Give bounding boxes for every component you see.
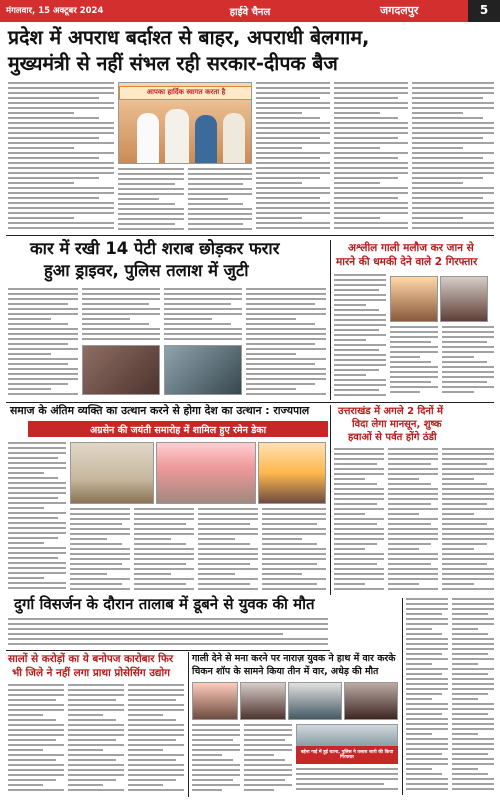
story1-photo (118, 82, 252, 164)
story7-body-col2 (68, 684, 124, 794)
story4-headline: समाज के अंतिम व्यक्ति का उत्थान करने से होगा देश का उत्थान : राज्यपाल (10, 404, 310, 417)
story1-body-col3 (188, 168, 252, 232)
column-divider (188, 652, 189, 797)
story4-body-col1 (8, 442, 66, 594)
divider (6, 650, 330, 651)
story2-body-col3 (164, 288, 242, 342)
story5-headline-line3: हवाओं से पर्वत होंगे ठंडी (348, 432, 437, 443)
story4-subhead: अग्रसेन की जयंती समारोह में शामिल हुए रमेन डेका (89, 424, 267, 436)
story8-headline-line1: गाली देने से मना करने पर नाराज़ युवक ने हाथ में वार करके (192, 653, 396, 664)
right-column-body-2 (452, 598, 494, 794)
story2-headline-line1: कार में रखी 14 पेटी शराब छोड़कर फरार (30, 239, 280, 258)
divider (6, 235, 494, 236)
story8-body-col2 (244, 724, 292, 794)
story3-body-col2 (390, 326, 438, 398)
story4-body-col4 (198, 508, 258, 594)
story1-body-col1 (8, 82, 114, 232)
masthead-city: जगदलपुर (380, 4, 419, 17)
column-divider (402, 598, 403, 795)
story8-headline-line2: चिकन शॉप के सामने किया तीन में वार, अधेड़ की मौत (192, 666, 379, 677)
story4-photo-governor (258, 442, 326, 504)
story5-headline-line2: विदा लेगा मानसून, शुष्क (352, 419, 442, 430)
story5-body-col1 (334, 448, 384, 594)
story2-photo-2 (164, 345, 242, 395)
story3-headline-line2: मारने की धमकी देने वाले 2 गिरफ्तार (336, 256, 478, 268)
column-divider (330, 240, 331, 400)
page-number: 5 (479, 3, 489, 17)
story1-headline-line1: प्रदेश में अपराध बर्दाश्त से बाहर, अपराधी बेलगाम, (8, 26, 370, 49)
story1-headline-line2: मुख्यमंत्री से नहीं संभल रही सरकार-दीपक बैज (8, 52, 338, 75)
story5-body-col3 (442, 448, 494, 594)
photo-figure (195, 115, 217, 164)
story7-body-col1 (8, 684, 64, 794)
story6-body (8, 618, 328, 648)
story8-caption-bar (296, 746, 398, 764)
story3-photo-accused-1 (390, 276, 438, 322)
masthead-paper-name: हाईवे चैनल (229, 7, 271, 18)
story2-headline-line2: हुआ ड्राइवर, पुलिस तलाश में जुटी (44, 261, 249, 280)
story3-photo-accused-2 (440, 276, 488, 322)
story2-photo-1 (82, 345, 160, 395)
story8-photo-4 (344, 682, 398, 720)
story4-body-col5 (262, 508, 326, 594)
story7-headline-line1: सालों से करोड़ों का ये बनोपज कारोबार फिर (8, 653, 174, 665)
divider (6, 402, 494, 403)
story7-body-col3 (128, 684, 184, 794)
story2-body-col2 (82, 288, 160, 342)
story3-headline-line1: अश्लील गाली मलौज कर जान से (348, 242, 474, 254)
story2-body-col4 (246, 288, 326, 398)
story3-body-col1 (334, 274, 386, 398)
story8-photo-1 (192, 682, 238, 720)
story4-photo-event (70, 442, 154, 504)
story8-photo-caption: बहेना गाई में हुई घटना, पुलिस ने तलाश जारी की किया गिरफ्तार (300, 749, 394, 760)
welcome-banner-text: आपका हार्दिक स्वागत करता है (146, 88, 226, 96)
story5-headline-line1: उत्तराखंड में अगले 2 दिनों में (338, 406, 444, 417)
story4-body-col3 (134, 508, 194, 594)
story2-body-col1 (8, 288, 78, 398)
story1-body-col4 (256, 82, 330, 232)
story8-body-col1 (192, 724, 240, 794)
photo-figure (165, 109, 189, 164)
story3-body-col3 (442, 326, 494, 398)
story1-body-col5 (334, 82, 408, 232)
story1-body-col6 (412, 82, 494, 232)
photo-figure (223, 113, 245, 164)
story8-photo-2 (240, 682, 286, 720)
masthead-date: मंगलवार, 15 अक्टूबर 2024 (6, 6, 104, 16)
right-column-body-1 (406, 598, 448, 794)
photo-figure (137, 113, 159, 164)
story5-body-col2 (388, 448, 438, 594)
story4-body-col2 (70, 508, 130, 594)
story8-photo-3 (288, 682, 342, 720)
story6-headline: दुर्गा विसर्जन के दौरान तालाब में डूबने से युवक की मौत (14, 595, 315, 613)
story4-subhead-bar (28, 421, 328, 437)
story8-body-col3 (296, 768, 398, 794)
story7-headline-line2: भी जिले ने नहीं लगा प्राथा प्रोसेसिंग उद्योग (12, 667, 170, 679)
story4-photo-stage (156, 442, 256, 504)
column-divider (330, 405, 331, 595)
story1-body-col2 (118, 168, 184, 232)
